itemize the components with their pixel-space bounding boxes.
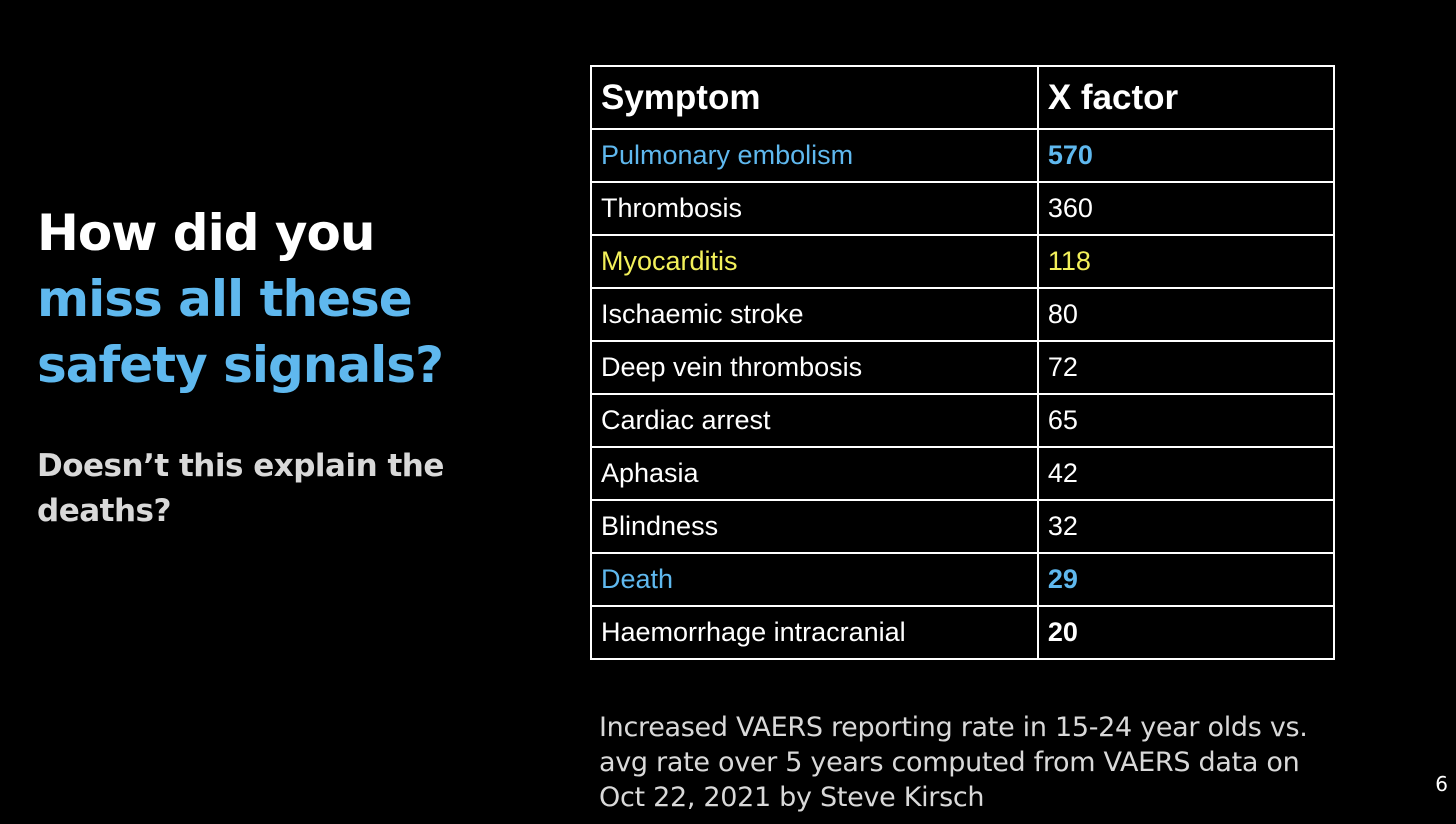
symptom-cell: Death [591, 553, 1038, 606]
heading-line-3: safety signals? [37, 336, 443, 394]
symptom-cell: Cardiac arrest [591, 394, 1038, 447]
symptom-cell: Haemorrhage intracranial [591, 606, 1038, 659]
slide-subheading: Doesn’t this explain the deaths? [37, 448, 444, 529]
x-factor-cell: 80 [1038, 288, 1334, 341]
table-body [591, 129, 1334, 659]
x-factor-cell: 32 [1038, 500, 1334, 553]
table-row [591, 394, 1334, 447]
table-row [591, 288, 1334, 341]
heading-line-1: How did you [37, 204, 375, 262]
x-factor-cell: 29 [1038, 553, 1334, 606]
table-row [591, 606, 1334, 659]
x-factor-cell: 42 [1038, 447, 1334, 500]
header-symptom: Symptom [591, 66, 1038, 129]
table-row [591, 129, 1334, 182]
slide-heading [37, 200, 557, 398]
x-factor-cell: 20 [1038, 606, 1334, 659]
symptom-cell: Blindness [591, 500, 1038, 553]
x-factor-cell: 65 [1038, 394, 1334, 447]
source-caption: Increased VAERS reporting rate in 15-24 year olds vs. avg rate over 5 years computed from VAERS data on Oct 22, 2021 by Steve Kirsch [599, 712, 1308, 813]
table-row [591, 500, 1334, 553]
table-row [591, 341, 1334, 394]
x-factor-cell: 360 [1038, 182, 1334, 235]
symptom-table [590, 65, 1335, 660]
symptom-cell: Aphasia [591, 447, 1038, 500]
symptom-cell: Ischaemic stroke [591, 288, 1038, 341]
x-factor-cell: 570 [1038, 129, 1334, 182]
symptom-cell: Deep vein thrombosis [591, 341, 1038, 394]
page-number: 6 [1435, 772, 1448, 796]
symptom-cell: Thrombosis [591, 182, 1038, 235]
table-row [591, 447, 1334, 500]
table-header-row [591, 66, 1334, 129]
symptom-cell: Pulmonary embolism [591, 129, 1038, 182]
header-x-factor: X factor [1038, 66, 1334, 129]
table-row [591, 235, 1334, 288]
heading-line-2: miss all these [37, 270, 412, 328]
symptom-cell: Myocarditis [591, 235, 1038, 288]
table-row [591, 553, 1334, 606]
x-factor-cell: 118 [1038, 235, 1334, 288]
x-factor-cell: 72 [1038, 341, 1334, 394]
table-row [591, 182, 1334, 235]
